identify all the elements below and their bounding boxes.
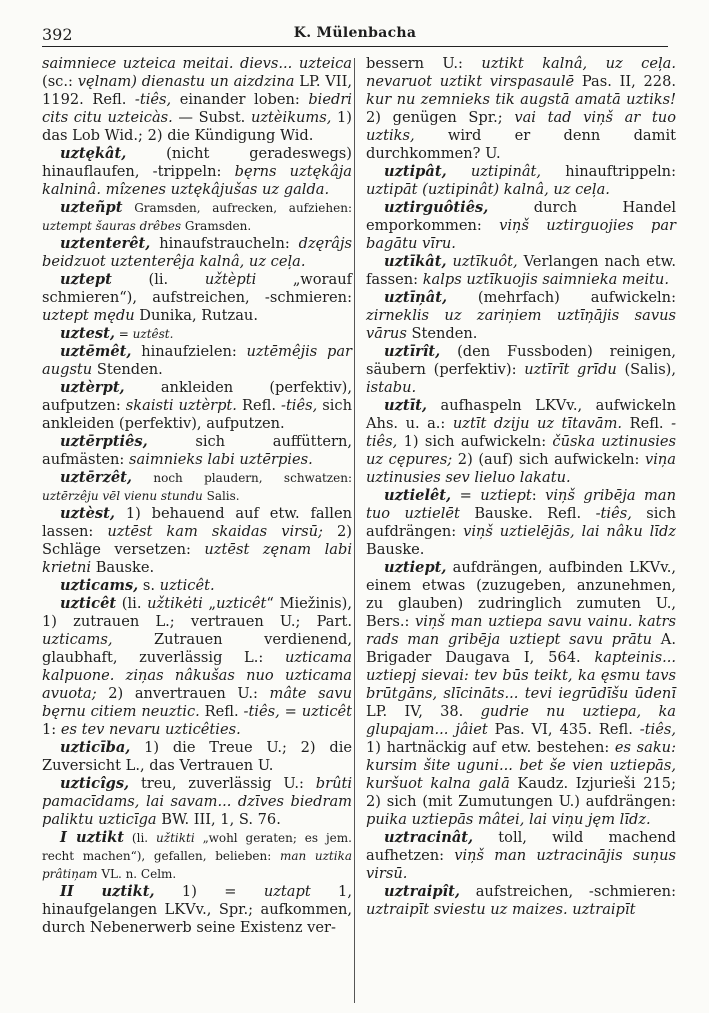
example-text: es saku: kursim šite uguni... bet še vien uztiepās, kuršuot kalna galā <box>366 739 676 792</box>
dictionary-entry <box>42 883 352 937</box>
example-text: viņa uztinusies sev lieluo lakatu. <box>366 451 676 486</box>
example-text: uzticams, <box>42 631 113 648</box>
example-text: uztīrīt grīdu <box>524 361 617 378</box>
definition-text: = <box>279 703 302 720</box>
dictionary-entry <box>366 55 676 163</box>
dictionary-entry <box>366 199 676 253</box>
headword: uzticîgs, <box>60 775 130 792</box>
definition-text: (mehrfach) aufwickeln: <box>447 289 676 306</box>
page-number: 392 <box>42 25 73 44</box>
headword: uztēmêt, <box>60 343 132 360</box>
headword: uzticêt <box>60 595 117 612</box>
example-text: puika uztiepās mâtei, lai viņu jęm līdz. <box>366 811 651 828</box>
definition-text: Bauske. Refl. <box>459 505 596 522</box>
example-text: -tiês, <box>243 703 280 720</box>
dictionary-entry <box>366 163 676 199</box>
example-text: saimnieks labi uztērpies. <box>129 451 313 468</box>
definition-text: Stenden. <box>406 325 478 342</box>
definition-text: aufdrängen, aufbinden LKVv., einem etwas (zuzugeben, anzunehmen, zu glauben) zudringlich zumuten U., Bers.: <box>366 559 676 630</box>
example-text: užtikėti <box>147 595 203 612</box>
small-text: (li. <box>124 831 157 845</box>
example-text: -tiês, <box>595 505 632 522</box>
example-text: viņš uztielējās, lai nâku līdz <box>463 523 676 540</box>
headword: uztielêt, <box>384 487 452 504</box>
small-example-text: uztêst. <box>132 327 174 341</box>
definition-text: „worauf schmieren“), aufstreichen, -schmieren: <box>42 271 352 306</box>
example-text: užtèpti <box>204 271 257 288</box>
headword: uztērptiês, <box>60 433 148 450</box>
definition-text <box>447 163 471 180</box>
definition-text: (nicht geradeswegs) hinauflaufen, -trippeln: <box>42 145 352 180</box>
headword: uztīkât, <box>384 253 447 270</box>
definition-text: 1) behauend auf etw. fallen lassen: <box>42 505 352 540</box>
dictionary-entry <box>42 739 352 775</box>
right-column <box>366 55 676 919</box>
definition-text: aufstreichen, -schmieren: <box>459 883 676 900</box>
definition-text: bessern U.: <box>366 55 482 72</box>
example-text: biedri cits citu uzteicàs. <box>42 91 352 126</box>
dictionary-entry <box>42 577 352 595</box>
definition-text: 1) das Lob Wid.; 2) die Kündigung Wid. <box>42 109 352 144</box>
definition-text: (sc.: <box>42 73 78 90</box>
example-text: uzticêt. <box>159 577 215 594</box>
headword: uztipât, <box>384 163 447 180</box>
dictionary-entry <box>42 379 352 433</box>
headword: uzticams, <box>60 577 139 594</box>
dictionary-entry <box>42 433 352 469</box>
example-text: mâte savu bęrnu citiem neuztic. <box>42 685 353 720</box>
definition-text: Zutrauen verdienend, glaubhaft, zuverlässig L.: <box>42 631 352 666</box>
definition-text: Refl. <box>236 397 282 414</box>
example-text: bęrns uztękâja kalninâ. mîzenes uztękâjušas uz galda. <box>42 163 353 198</box>
example-text: gudrie nu uztiepa, ka glupajam... jâiet <box>366 703 676 738</box>
example-text: -tiês, <box>366 415 677 450</box>
definition-text: einander loben: <box>171 91 309 108</box>
definition-text: 1) hartnäckig auf etw. bestehen: <box>366 739 615 756</box>
dictionary-entry <box>366 289 676 343</box>
headword: uztèrpt, <box>60 379 125 396</box>
example-text: uztipāt (uztipinât) kalnâ, uz ceļa. <box>366 181 610 198</box>
page-header <box>42 22 668 47</box>
dictionary-entry <box>42 199 352 235</box>
small-text: noch plaudern, schwatzen: <box>132 471 352 485</box>
example-text: uztīt dziju uz tītavām. <box>452 415 623 432</box>
definition-text: 1, hinaufgelangen LKVv., Spr.; aufkommen, durch Nebenerwerb seine Existenz ver- <box>42 883 352 936</box>
small-text: „wohl geraten; es jem. recht machen“), gefallen, belieben: <box>42 831 352 863</box>
headword: I uztikt <box>60 829 125 846</box>
dictionary-entry <box>42 343 352 379</box>
headword: uztīt, <box>384 397 428 414</box>
example-text: viņš uztirguojies par bagātu vīru. <box>366 217 676 252</box>
definition-text: 2) (auf) sich aufwickeln: <box>452 451 645 468</box>
definition-text: „ <box>202 595 217 612</box>
small-text: = <box>114 327 133 341</box>
definition-text: = <box>451 487 481 504</box>
headword: uztīņât, <box>384 289 448 306</box>
definition-text: hinaufzielen: <box>131 343 247 360</box>
example-text: viņš man uztracinājis suņus virsū. <box>366 847 676 882</box>
small-text: Gramsden, aufrecken, aufziehen: <box>122 201 352 215</box>
dictionary-entry <box>366 883 676 919</box>
example-text: uztèikums, <box>250 109 332 126</box>
example-text: uztikt kalnâ, uz ceļa. nevaruot uztikt virspasaulē <box>366 55 676 90</box>
example-text: vai tad viņš ar tuo uztiks, <box>366 109 676 144</box>
dictionary-entry <box>42 55 352 145</box>
headword: uztraipît, <box>384 883 460 900</box>
headword: uztirguôtiês, <box>384 199 489 216</box>
example-text: uztipinât, <box>470 163 542 180</box>
definition-text: — Subst. <box>172 109 251 126</box>
dictionary-entry <box>366 397 676 487</box>
definition-text: Kaudz. Izjurieši 215; 2) sich (mit Zumutungen U.) aufdrängen: <box>366 775 676 810</box>
example-text: uztiept <box>480 487 532 504</box>
definition-text: 1) die Treue U.; 2) die Zuversicht L., das Vertrauen U. <box>42 739 352 774</box>
example-text: skaisti uztèrpt. <box>125 397 237 414</box>
example-text: uztept mędu <box>42 307 135 324</box>
definition-text: Verlangen nach etw. fassen: <box>366 253 676 288</box>
definition-text: LP. IV, 38. <box>366 703 481 720</box>
headword: uztracinât, <box>384 829 474 846</box>
example-text: kur nu zemnieks tik augstā amatā uztiks! <box>366 91 676 108</box>
definition-text: 2) Schläge versetzen: <box>42 523 352 558</box>
example-text: uzticêt <box>301 703 352 720</box>
headword: uztiept, <box>384 559 447 576</box>
definition-text: sich aufdrängen: <box>366 505 676 540</box>
definition-text: s. <box>138 577 160 594</box>
dictionary-entry <box>366 487 676 559</box>
example-text: uztīkuôt, <box>452 253 518 270</box>
headword: II uztikt, <box>60 883 155 900</box>
definition-text: durch Handel emporkommen: <box>366 199 676 234</box>
headword: uztīrît, <box>384 343 441 360</box>
dictionary-entry <box>42 325 352 343</box>
definition-text: ankleiden (perfektiv), aufputzen: <box>42 379 352 414</box>
definition-text: 1) sich aufwickeln: <box>397 433 553 450</box>
headword: uztest, <box>60 325 115 342</box>
definition-text: Dunika, Rutzau. <box>134 307 258 324</box>
definition-text: 2) anvertrauen U.: <box>96 685 270 702</box>
headword: uzticība, <box>60 739 131 756</box>
example-text: istabu. <box>366 379 417 396</box>
example-text: kalps uztīkuojis saimnieka meitu. <box>422 271 669 288</box>
dictionary-entry <box>366 559 676 829</box>
definition-text: aufhaspeln LKVv., aufwickeln Ahs. u. a.: <box>366 397 676 432</box>
dictionary-entry <box>42 469 352 505</box>
small-text: Gramsden. <box>181 219 252 233</box>
definition-text: (li. <box>116 595 148 612</box>
definition-text: Refl. <box>622 415 672 432</box>
small-example-text: uztempt šauras drêbes <box>42 219 182 233</box>
definition-text: 1: <box>42 721 61 738</box>
definition-text: A. Brigader Daugava I, 564. <box>366 631 676 666</box>
example-text: dzęrâjs beidzuot uztenterêja kalnâ, uz ceļa. <box>42 235 352 270</box>
definition-text: (den Fussboden) reinigen, säubern (perfektiv): <box>366 343 676 378</box>
dictionary-entry <box>366 829 676 883</box>
headword: uztękât, <box>60 145 127 162</box>
example-text: es tev nevaru uzticêties. <box>60 721 241 738</box>
definition-text: hinaufstraucheln: <box>150 235 299 252</box>
headword: uztērzêt, <box>60 469 133 486</box>
definition-text: toll, wild machend aufhetzen: <box>366 829 676 864</box>
example-text: -tiês, <box>134 91 172 108</box>
example-text: čūska uztinusies uz cępures; <box>366 433 677 468</box>
definition-text: sich ankleiden (perfektiv), aufputzen. <box>42 397 353 432</box>
dictionary-entry <box>42 829 352 883</box>
example-text: viņš gribēja man tuo uztielēt <box>366 487 676 522</box>
example-text: uztēst zęnam labi krietni <box>42 541 352 576</box>
example-text: -tiês, <box>281 397 318 414</box>
dictionary-entry <box>366 253 676 289</box>
definition-text: Refl. <box>199 703 244 720</box>
definition-text: BW. III, 1, S. 76. <box>156 811 281 828</box>
small-text: VL. n. Celm. <box>97 867 177 881</box>
example-text: vęlnam) dienastu un aizdzina <box>77 73 295 90</box>
dictionary-entry <box>42 775 352 829</box>
example-text: brûti pamacīdams, lai savam... dzīves biedram paliktu uzticīga <box>42 775 352 828</box>
column-divider <box>354 58 355 1003</box>
example-text: uzticama kalpuone. ziņas nâkušas nuo uzticama avuota; <box>42 649 352 702</box>
small-text: Salis. <box>202 489 240 503</box>
left-column <box>42 55 352 937</box>
definition-text: treu, zuverlässig U.: <box>129 775 316 792</box>
definition-text: 1) = <box>154 883 264 900</box>
running-title: K. Mülenbacha <box>293 25 417 41</box>
headword: uzteñpt <box>60 199 123 216</box>
definition-text: Stenden. <box>92 361 163 378</box>
definition-text: Bauske. <box>366 541 425 558</box>
example-text: saimniece uzteica meitai. dievs... uzteica <box>42 55 352 72</box>
definition-text: hinauftrippeln: <box>541 163 676 180</box>
definition-text: : <box>531 487 546 504</box>
definition-text: Pas. VI, 435. Refl. <box>487 721 640 738</box>
dictionary-entry <box>42 595 352 739</box>
small-example-text: man uztika prâtiņam <box>42 849 352 881</box>
definition-text: LP. VII, 1192. Refl. <box>42 73 352 108</box>
small-example-text: užtikti <box>156 831 195 845</box>
dictionary-entry <box>42 271 352 325</box>
definition-text: (li. <box>111 271 205 288</box>
dictionary-entry <box>366 343 676 397</box>
definition-text: wird er denn damit durchkommen? U. <box>366 127 676 162</box>
example-text: uztēst kam skaidas virsū; <box>107 523 323 540</box>
example-text: -tiês, <box>639 721 676 738</box>
definition-text: (Salis), <box>616 361 677 378</box>
dictionary-entry <box>42 145 352 199</box>
example-text: uztapt <box>263 883 311 900</box>
headword: uztenterêt, <box>60 235 151 252</box>
definition-text: Bauske. <box>91 559 155 576</box>
definition-text: 2) genügen Spr.; <box>366 109 515 126</box>
example-text: viņš man uztiepa savu vainu. katrs rads man gribēja uztiept savu prātu <box>366 613 676 648</box>
example-text: zirneklis uz zariņiem uztīņājis savus vārus <box>366 307 676 342</box>
example-text: kapteinis... uztiepj sievai: tev būs teikt, ka ęsmu tavs brūtgāns, slīcināts... tevi iegrūdīšu ūdenī <box>366 649 676 702</box>
dictionary-entry <box>42 235 352 271</box>
definition-text: sich auffüttern, aufmästen: <box>42 433 352 468</box>
definition-text: Pas. II, 228. <box>574 73 676 90</box>
example-text: uzticêt <box>216 595 267 612</box>
example-text: uztēmêjis par augstu <box>42 343 353 378</box>
headword: uztept <box>60 271 112 288</box>
example-text: uztraipīt sviestu uz maizes. uztraipīt <box>366 901 636 918</box>
definition-text: “ Miežinis), 1) zutrauen L.; vertrauen U.; Part. <box>42 595 353 630</box>
small-example-text: uztērzêju vēl vienu stundu <box>42 489 203 503</box>
headword: uztèst, <box>60 505 115 522</box>
dictionary-entry <box>42 505 352 577</box>
